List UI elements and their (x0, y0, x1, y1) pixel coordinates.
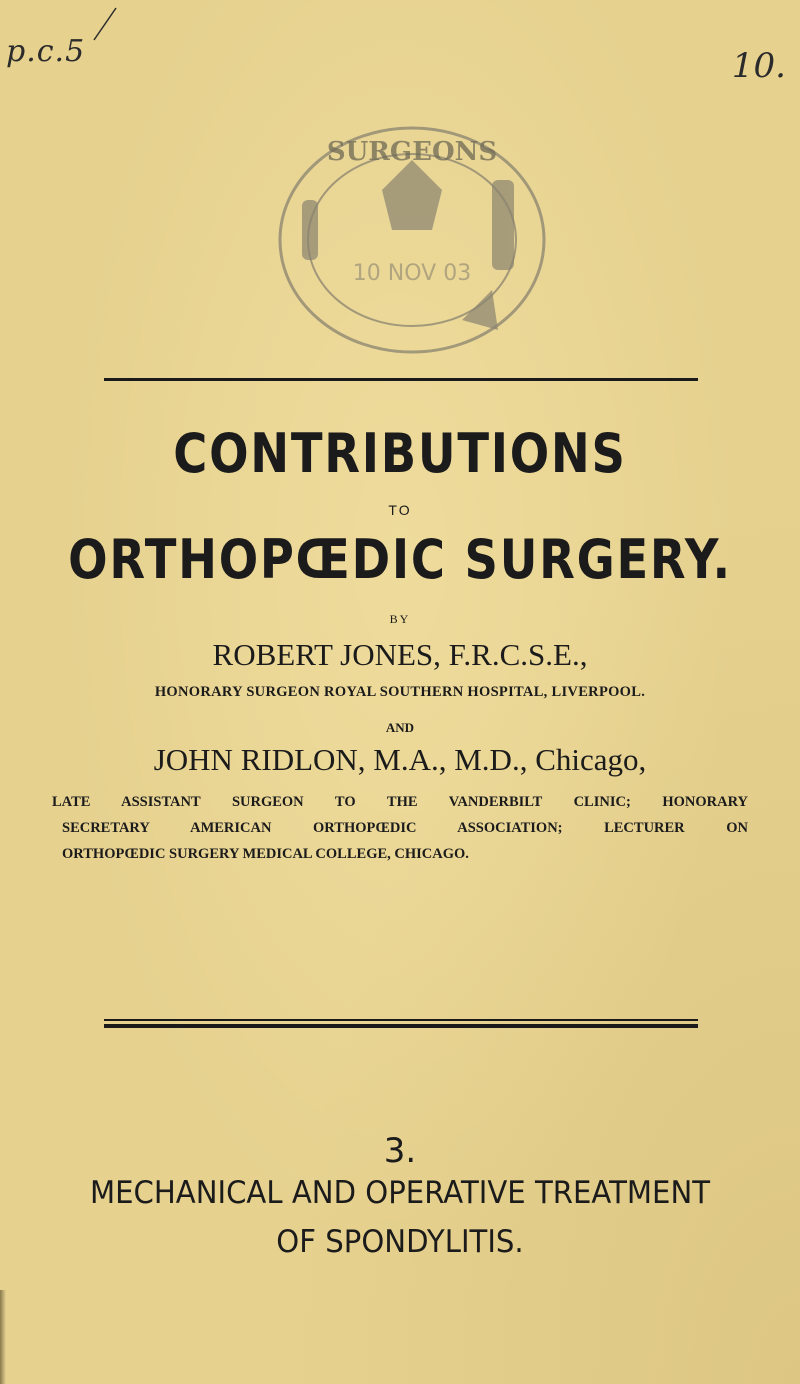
handwritten-number: 10. (731, 46, 786, 86)
part-number: 3. (383, 1131, 417, 1171)
author-affiliation-1: HONORARY SURGEON ROYAL SOUTHERN HOSPITAL, LIVERPOOL. (154, 684, 646, 700)
author-affiliation-2-line: LATE ASSISTANT SURGEON TO THE VANDERBILT CLINIC; HONORARY (52, 794, 748, 810)
stamp-ring-text: SURGEONS (326, 137, 498, 167)
author-affiliation-2-line: ORTHOPŒDIC SURGERY MEDICAL COLLEGE, CHICAGO. (62, 846, 469, 862)
author-name-1: ROBERT JONES, F.R.C.S.E., (212, 637, 588, 672)
middle-rule-thick (104, 1024, 698, 1028)
title-subject: ORTHOPŒDIC SURGERY. (68, 528, 732, 591)
top-rule (104, 378, 698, 381)
title-main: CONTRIBUTIONS (173, 422, 627, 485)
part-title-line-2: OF SPONDYLITIS. (276, 1224, 524, 1260)
title-connector: TO (388, 502, 412, 518)
library-stamp (262, 120, 562, 370)
byline-and: AND (385, 720, 415, 735)
page-edge-shadow (0, 1290, 6, 1384)
pen-stroke-mark (90, 4, 120, 44)
byline-by: BY (389, 612, 411, 626)
middle-rule-thin (104, 1019, 698, 1021)
stamp-date: 10 NOV 03 (352, 261, 472, 286)
part-title-line-1: MECHANICAL AND OPERATIVE TREATMENT (89, 1175, 711, 1211)
handwritten-shelfmark: p.c.5 (6, 34, 86, 69)
author-affiliation-2-line: SECRETARY AMERICAN ORTHOPŒDIC ASSOCIATION; LECTURER ON (62, 820, 748, 836)
author-name-2: JOHN RIDLON, M.A., M.D., Chicago, (153, 742, 647, 777)
